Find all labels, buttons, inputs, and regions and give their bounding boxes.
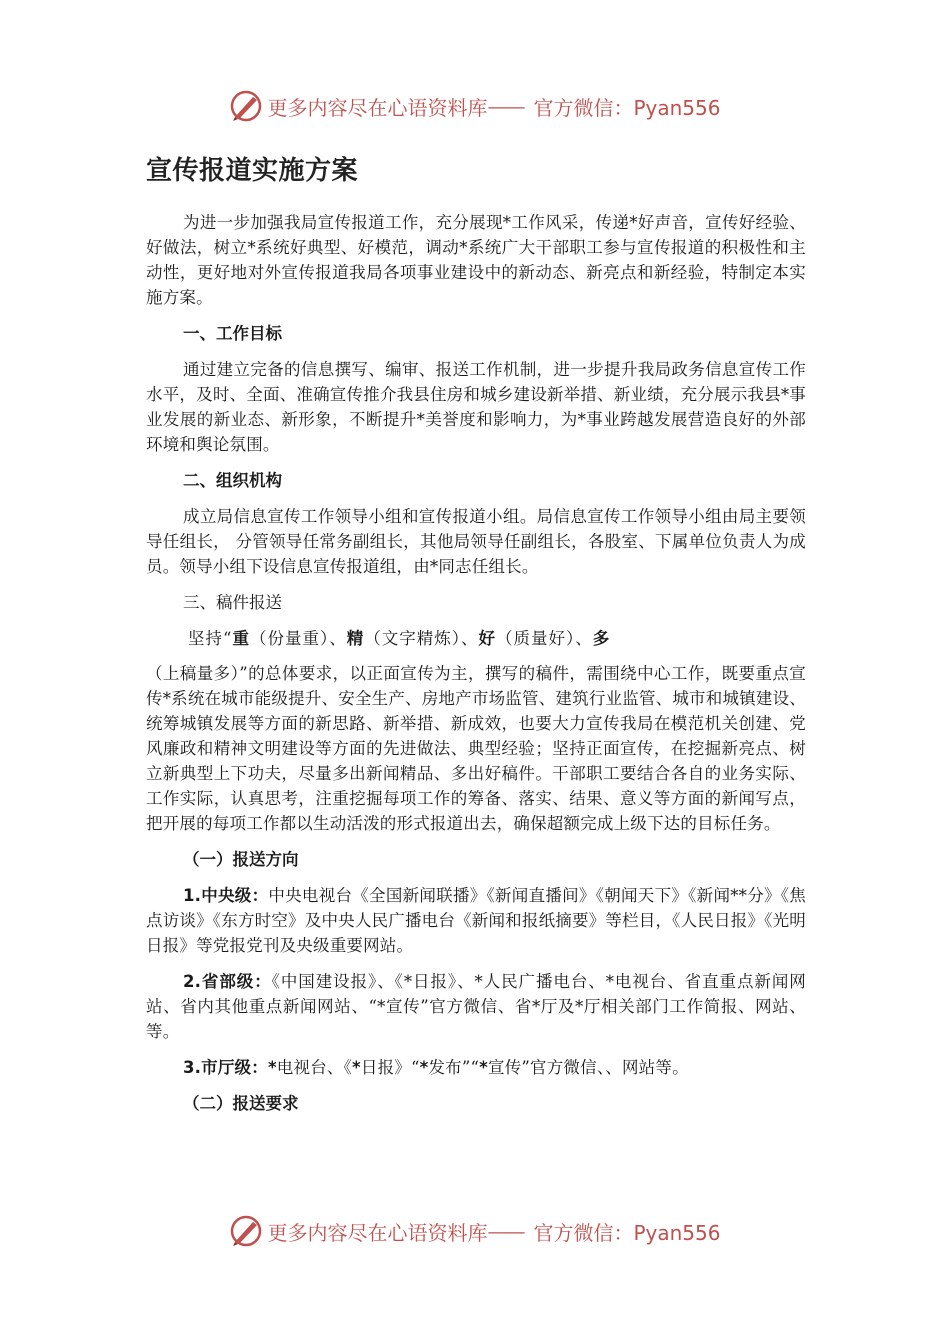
banner-dash: ——	[487, 94, 524, 118]
lead-text-1: （份量重）、	[249, 629, 347, 648]
item-1-text: 中央电视台《全国新闻联播》《新闻直播间》《朝闻天下》《新闻**分》《焦点访谈》《东方时空》及中央人民广播电台《新闻和报纸摘要》等栏目，《人民日报》《光明日报》等党报党刊及央级重要网站。	[146, 886, 807, 955]
item-3-label: 3.市厅级：	[183, 1058, 268, 1077]
section-1-body: 通过建立完备的信息撰写、编审、报送工作机制，进一步提升我局政务信息宣传工作水平，及时、全面、准确宣传推介我县住房和城乡建设新举措、新业绩，充分展示我县*事业发展的新业态、新形象，不断提升*美誉度和影响力，为*事业跨越发展营造良好的外部环境和舆论氛围。	[146, 360, 806, 454]
banner-text: 更多内容尽在心语资料库	[267, 1220, 488, 1245]
direction-item-3	[146, 1055, 806, 1080]
banner-wechat: 官方微信：Pyan556	[533, 1220, 721, 1245]
section-3-body: （上稿量多）”的总体要求，以正面宣传为主，撰写的稿件，需围绕中心工作，既要重点宣传*系统在城市能级提升、安全生产、房地产市场监管、建筑行业监管、城市和城镇建设、统筹城镇发展等方面的新思路、新举措、新成效，也要大力宣传我局在模范机关创建、党风廉政和精神文明建设等方面的先进做法、典型经验；坚持正面宣传，在挖掘新亮点、树立新典型上下功夫，尽量多出新闻精品、多出好稿件。干部职工要结合各自的业务实际、工作实际，认真思考，注重挖掘每项工作的筹备、落实、结果、意义等方面的新闻写点，把开展的每项工作都以生动活泼的形式报道出去，确保超额完成上级下达的目标任务。	[146, 664, 806, 833]
keyword-duo: 多	[592, 629, 611, 648]
section-2-body: 成立局信息宣传工作领导小组和宣传报道小组。局信息宣传工作领导小组由局主要领导任组长， 分管领导任常务副组长，其他局领导任副组长，各股室、下属单位负责人为成员。领导小组下设信息宣传报道组，由*同志任组长。	[146, 507, 806, 576]
item-1-label: 1.中央级：	[183, 886, 269, 905]
section-1-heading: 一、工作目标	[183, 324, 282, 343]
pen-logo-icon	[229, 1214, 263, 1248]
lead-prefix: 坚持“	[188, 629, 233, 648]
direction-item-2	[146, 969, 806, 1044]
item-3-star-1: *	[267, 1058, 277, 1077]
banner-text: 更多内容尽在心语资料库	[267, 95, 488, 120]
item-2-label: 2.省部级：	[183, 972, 272, 991]
item-3-text-3: 发布”“	[428, 1058, 480, 1077]
pen-logo-icon	[229, 89, 263, 123]
item-3-text-1: 电视台、《	[276, 1058, 353, 1077]
direction-item-1	[146, 883, 806, 958]
lead-text-3: （质量好）、	[495, 629, 593, 648]
header-banner	[0, 86, 950, 126]
document-body	[146, 150, 806, 1116]
subsection-2-heading: （二）报送要求	[183, 1094, 299, 1113]
keyword-zhong: 重	[232, 629, 250, 648]
item-2-text: 《中国建设报》、《*日报》、*人民广播电台、*电视台、省直重点新闻网站、省内其他重点新闻网站、“*宣传”官方微信、省*厅及*厅相关部门工作简报、网站、等。	[146, 972, 806, 1041]
page-title: 宣传报道实施方案	[146, 156, 359, 186]
footer-banner	[0, 1211, 950, 1251]
keyword-hao: 好	[478, 629, 496, 648]
section-3-lead-line	[146, 626, 806, 651]
item-3-text-2: 日报》“	[360, 1058, 420, 1077]
banner-dash: ——	[487, 1219, 524, 1243]
item-3-star-4: *	[479, 1058, 488, 1077]
subsection-1-heading: （一）报送方向	[183, 850, 299, 869]
item-3-star-3: *	[419, 1058, 429, 1077]
section-2-heading: 二、组织机构	[183, 471, 282, 490]
banner-wechat: 官方微信：Pyan556	[533, 95, 721, 120]
item-3-star-2: *	[352, 1058, 361, 1077]
intro-paragraph: 为进一步加强我局宣传报道工作，充分展现*工作风采，传递*好声音，宣传好经验、好做法，树立*系统好典型、好模范，调动*系统广大干部职工参与宣传报道的积极性和主动性，更好地对外宣传报道我局各项事业建设中的新动态、新亮点和新经验，特制定本实施方案。	[146, 213, 806, 307]
item-3-text-4: 宣传”官方微信、、网站等。	[488, 1058, 689, 1077]
keyword-jing: 精	[346, 629, 365, 648]
section-3-heading: 三、稿件报送	[183, 593, 282, 612]
lead-text-2: （文字精炼）、	[364, 629, 479, 648]
